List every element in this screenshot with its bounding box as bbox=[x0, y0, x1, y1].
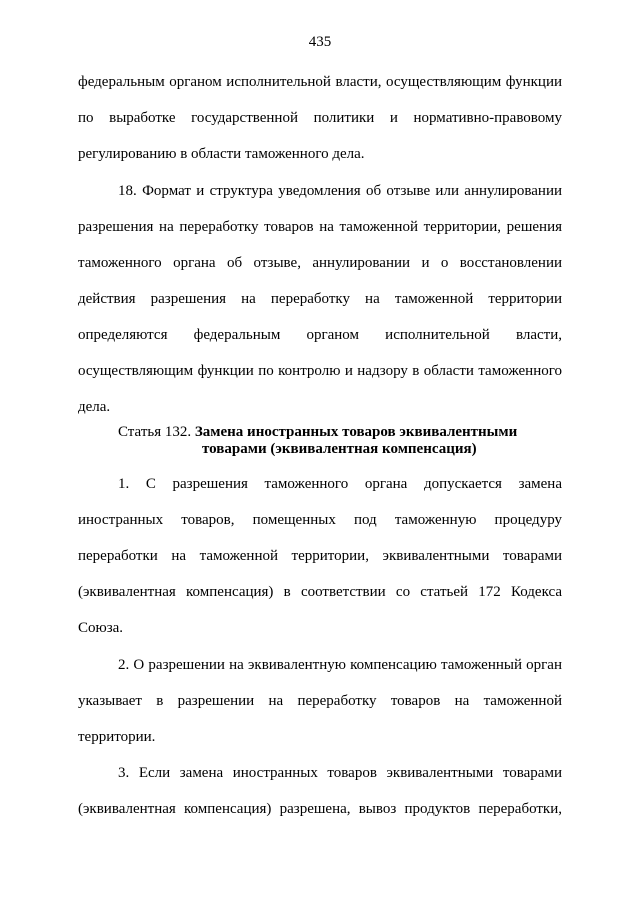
article-title-part-1: Замена иностранных товаров эквивалентными bbox=[194, 424, 518, 440]
text-line: 18. Формат и структура уведомления об отзыве или аннулировании bbox=[118, 183, 562, 199]
text-line: (эквивалентная компенсация) в соответствии со статьей 172 Кодекса bbox=[78, 584, 562, 600]
text-line: определяются федеральным органом исполнительной власти, bbox=[78, 327, 562, 343]
article-number: Статья 132. bbox=[118, 424, 192, 440]
page-number: 435 bbox=[308, 34, 332, 50]
text-line: указывает в разрешении на переработку товаров на таможенной bbox=[78, 693, 562, 709]
text-line: Союза. bbox=[78, 620, 124, 636]
text-line: дела. bbox=[78, 399, 111, 415]
text-line: 3. Если замена иностранных товаров эквивалентными товарами bbox=[118, 765, 562, 781]
text-line: иностранных товаров, помещенных под таможенную процедуру bbox=[78, 512, 562, 528]
text-line: 2. О разрешении на эквивалентную компенсацию таможенный орган bbox=[118, 657, 562, 673]
text-line: осуществляющим функции по контролю и надзору в области таможенного bbox=[78, 363, 562, 379]
article-heading-line-2 bbox=[202, 439, 477, 459]
article-title-part-2: товарами (эквивалентная компенсация) bbox=[202, 441, 477, 457]
text-line: по выработке государственной политики и нормативно-правовому bbox=[78, 110, 562, 126]
text-line: регулированию в области таможенного дела. bbox=[78, 146, 365, 162]
text-line: (эквивалентная компенсация) разрешена, вывоз продуктов переработки, bbox=[78, 801, 562, 817]
text-line: разрешения на переработку товаров на таможенной территории, решения bbox=[78, 219, 562, 235]
text-line: таможенного органа об отзыве, аннулировании и о восстановлении bbox=[78, 255, 562, 271]
text-line: действия разрешения на переработку на таможенной территории bbox=[78, 291, 562, 307]
text-line: 1. С разрешения таможенного органа допускается замена bbox=[118, 476, 562, 492]
text-line: федеральным органом исполнительной власти, осуществляющим функции bbox=[78, 74, 562, 90]
text-line: переработки на таможенной территории, эквивалентными товарами bbox=[78, 548, 562, 564]
text-line: территории. bbox=[78, 729, 156, 745]
